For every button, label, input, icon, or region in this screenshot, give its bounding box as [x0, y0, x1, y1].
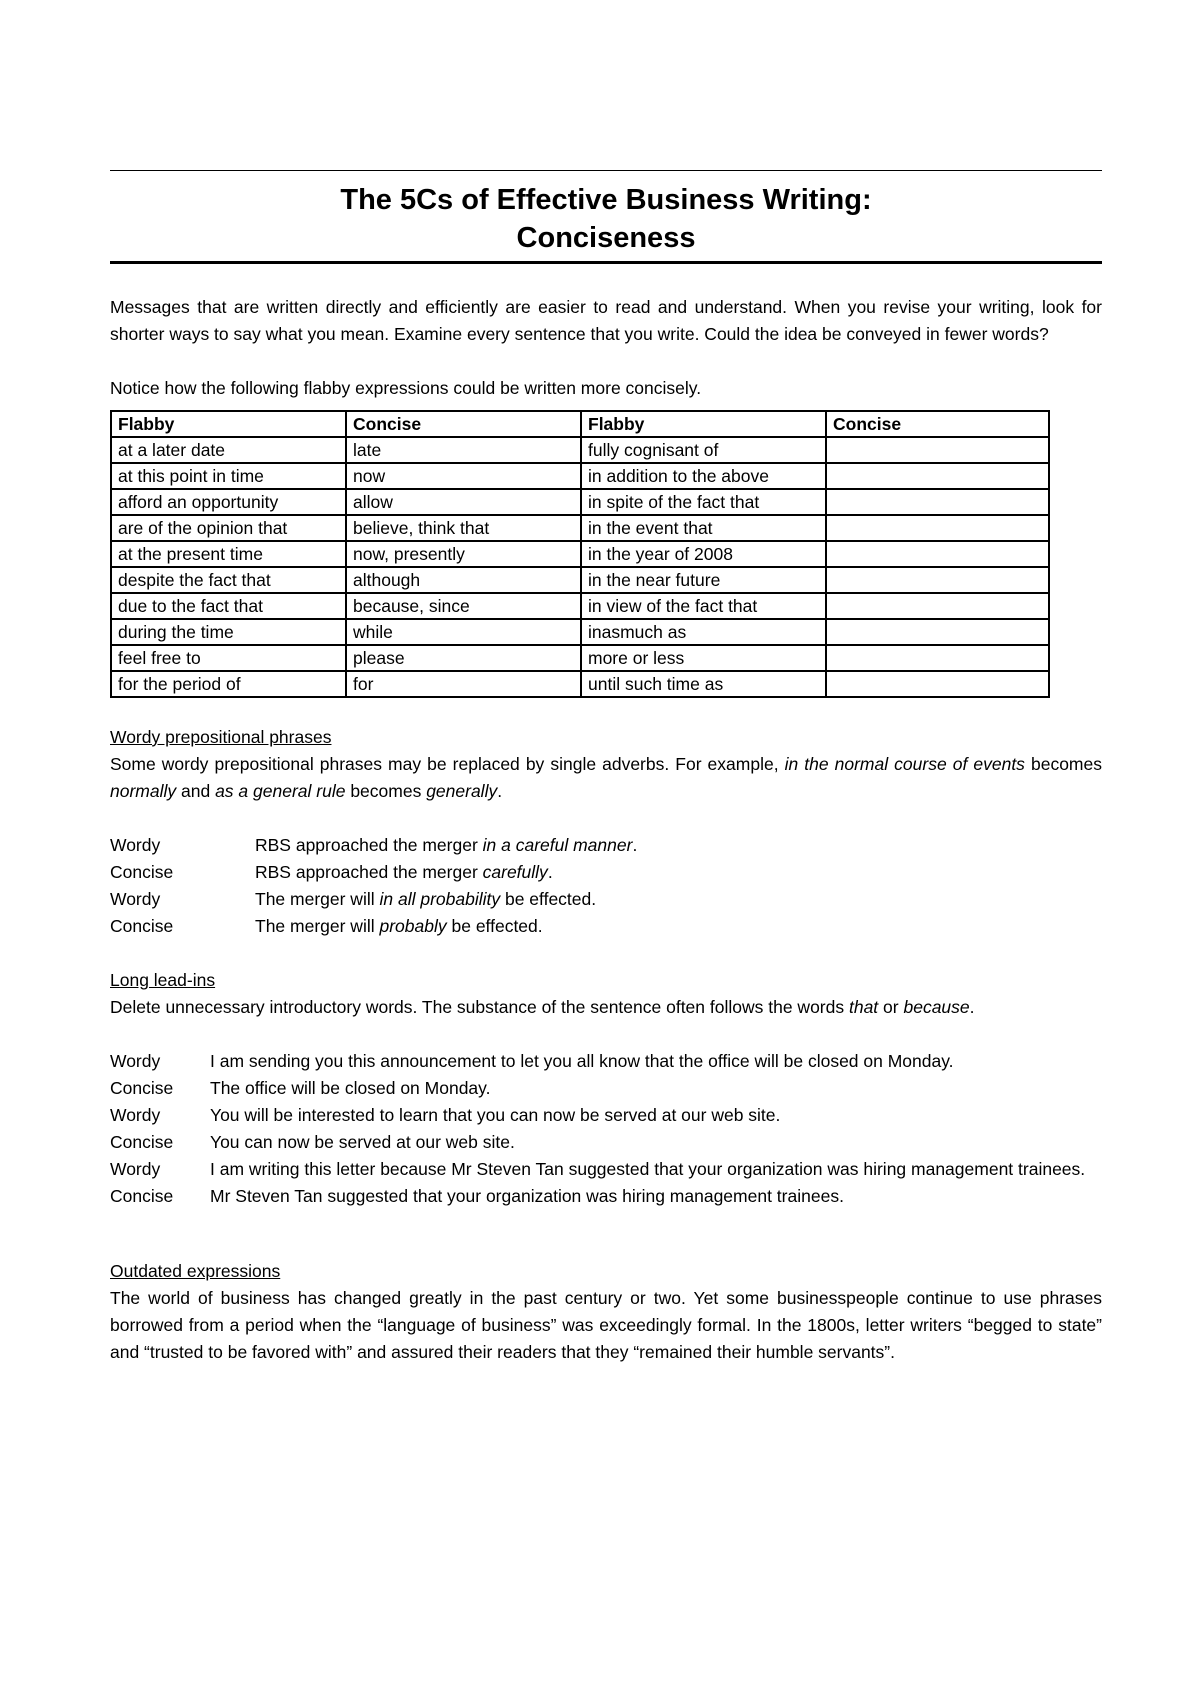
table-cell: afford an opportunity [111, 489, 346, 515]
prep-text-5: . [497, 781, 503, 801]
example-label: Wordy [110, 1105, 161, 1125]
leadin-text-1: Delete unnecessary introductory words. The substance of the sentence often follows the words [110, 997, 849, 1017]
example-label: Wordy [110, 1159, 161, 1179]
example-row [110, 1129, 1102, 1156]
table-cell: inasmuch as [581, 619, 826, 645]
example-post: be effected. [500, 889, 597, 909]
outdated-paragraph: The world of business has changed greatly in the past century or two. Yet some businesspeople continue to use phrases borrowed from a period when the “language of business” was exceedingly formal. In the 1800s, letter writers “begged to state” and “trusted to be favored with” and assured their readers that they “remained their humble servants”. [110, 1288, 1102, 1362]
example-row [110, 913, 1102, 940]
prep-italic-3: as a general rule [215, 781, 346, 801]
table-cell [826, 489, 1049, 515]
example-text [255, 913, 1102, 940]
leadin-italic-2: because [903, 997, 970, 1017]
leadins-paragraph [110, 994, 1102, 1021]
leadin-text-2: or [878, 997, 904, 1017]
example-row [110, 832, 1102, 859]
example-text: You can now be served at our web site. [210, 1132, 515, 1152]
table-cell: for [346, 671, 581, 697]
table-row [111, 489, 1049, 515]
table-cell: now, presently [346, 541, 581, 567]
example-label: Concise [110, 916, 174, 936]
table-cell [826, 567, 1049, 593]
leadin-examples [110, 1048, 1102, 1210]
table-cell: in the near future [581, 567, 826, 593]
table-row [111, 515, 1049, 541]
table-header-row [111, 411, 1049, 437]
table-cell [826, 463, 1049, 489]
table-cell: while [346, 619, 581, 645]
table-cell [826, 541, 1049, 567]
example-label: Wordy [110, 889, 161, 909]
table-cell: believe, think that [346, 515, 581, 541]
leadins-heading: Long lead-ins [110, 970, 216, 990]
prep-text-4: becomes [345, 781, 427, 801]
table-cell: more or less [581, 645, 826, 671]
prepositional-heading: Wordy prepositional phrases [110, 727, 332, 747]
document-title [110, 171, 1102, 261]
example-text: I am sending you this announcement to let you all know that the office will be closed on Monday. [210, 1051, 954, 1071]
table-cell: at this point in time [111, 463, 346, 489]
example-label: Wordy [110, 1051, 161, 1071]
example-row [110, 859, 1102, 886]
example-post: be effected. [446, 916, 543, 936]
example-text: Mr Steven Tan suggested that your organization was hiring management trainees. [210, 1186, 844, 1206]
example-pre: The merger will [255, 916, 380, 936]
example-label: Concise [110, 1132, 174, 1152]
table-row [111, 645, 1049, 671]
outdated-heading: Outdated expressions [110, 1261, 281, 1281]
table-cell: at a later date [111, 437, 346, 463]
example-text [255, 859, 1102, 886]
table-cell: in spite of the fact that [581, 489, 826, 515]
example-label: Concise [110, 1186, 174, 1206]
example-pre: RBS approached the merger [255, 835, 483, 855]
example-label: Wordy [110, 835, 161, 855]
table-row [111, 463, 1049, 489]
table-cell [826, 645, 1049, 671]
table-cell: in addition to the above [581, 463, 826, 489]
example-text: You will be interested to learn that you can now be served at our web site. [210, 1105, 781, 1125]
table-cell [826, 671, 1049, 697]
prep-italic-2: normally [110, 781, 177, 801]
table-cell: now [346, 463, 581, 489]
example-italic: in a careful manner [482, 835, 633, 855]
prep-text-3: and [176, 781, 216, 801]
intro-paragraph: Messages that are written directly and efficiently are easier to read and understand. When you revise your writing, look for shorter ways to say what you mean. Examine every sentence that you write. Could the idea be conveyed in fewer words? [110, 297, 1102, 344]
table-cell: please [346, 645, 581, 671]
example-row [110, 886, 1102, 913]
table-row [111, 437, 1049, 463]
table-body [111, 437, 1049, 697]
prep-text-2: becomes [1024, 754, 1102, 774]
example-text: I am writing this letter because Mr Steven Tan suggested that your organization was hiring management trainees. [210, 1159, 1086, 1179]
leadin-text-3: . [969, 997, 975, 1017]
title-line-1: The 5Cs of Effective Business Writing: [340, 184, 872, 216]
header-concise-1: Concise [346, 411, 581, 437]
example-text [255, 886, 1102, 913]
table-cell: until such time as [581, 671, 826, 697]
prep-italic-4: generally [426, 781, 498, 801]
table-cell: despite the fact that [111, 567, 346, 593]
example-italic: in all probability [379, 889, 501, 909]
example-italic: probably [379, 916, 447, 936]
table-cell: allow [346, 489, 581, 515]
example-text [255, 832, 1102, 859]
table-row [111, 671, 1049, 697]
header-flabby-1: Flabby [111, 411, 346, 437]
table-cell: although [346, 567, 581, 593]
table-cell: in the year of 2008 [581, 541, 826, 567]
table-cell: fully cognisant of [581, 437, 826, 463]
table-cell [826, 593, 1049, 619]
table-row [111, 541, 1049, 567]
example-pre: The merger will [255, 889, 380, 909]
example-post: . [547, 862, 553, 882]
table-cell: at the present time [111, 541, 346, 567]
prep-italic-1: in the normal course of events [784, 754, 1025, 774]
prep-text-1: Some wordy prepositional phrases may be replaced by single adverbs. For example, [110, 754, 785, 774]
table-cell: in view of the fact that [581, 593, 826, 619]
table-cell [826, 515, 1049, 541]
prepositional-paragraph [110, 751, 1102, 805]
table-cell: because, since [346, 593, 581, 619]
table-cell: due to the fact that [111, 593, 346, 619]
example-italic: carefully [482, 862, 548, 882]
leadin-italic-1: that [848, 997, 879, 1017]
document-page [110, 170, 1102, 1366]
table-row [111, 567, 1049, 593]
example-label: Concise [110, 862, 174, 882]
example-label: Concise [110, 1078, 174, 1098]
table-cell: are of the opinion that [111, 515, 346, 541]
example-text: The office will be closed on Monday. [210, 1078, 491, 1098]
example-row [110, 1102, 1102, 1129]
title-line-2: Conciseness [516, 222, 696, 254]
example-pre: RBS approached the merger [255, 862, 483, 882]
header-flabby-2: Flabby [581, 411, 826, 437]
table-cell: for the period of [111, 671, 346, 697]
table-cell [826, 437, 1049, 463]
table-cell [826, 619, 1049, 645]
example-row [110, 1183, 1102, 1210]
example-row [110, 1048, 1102, 1075]
example-post: . [632, 835, 638, 855]
table-row [111, 619, 1049, 645]
table-cell: during the time [111, 619, 346, 645]
table-cell: feel free to [111, 645, 346, 671]
example-row [110, 1075, 1102, 1102]
table-cell: late [346, 437, 581, 463]
flabby-concise-table [110, 410, 1050, 698]
notice-paragraph: Notice how the following flabby expressions could be written more concisely. [110, 378, 702, 398]
header-concise-2: Concise [826, 411, 1049, 437]
table-cell: in the event that [581, 515, 826, 541]
prepositional-examples [110, 832, 1102, 940]
table-row [111, 593, 1049, 619]
example-row [110, 1156, 1102, 1183]
